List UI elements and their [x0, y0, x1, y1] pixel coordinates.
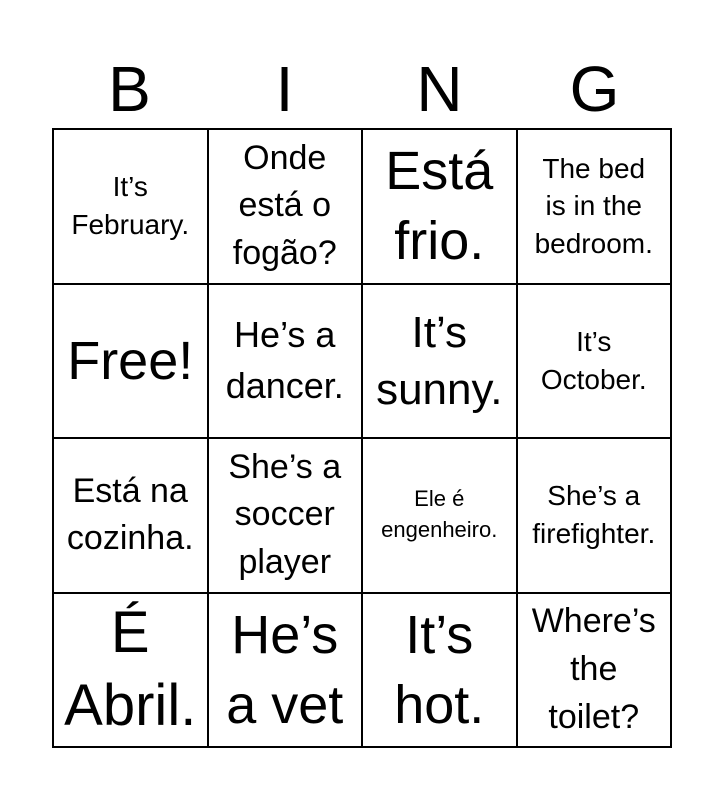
bingo-cell[interactable] [54, 130, 209, 285]
bingo-cell[interactable] [518, 439, 673, 594]
header-letter-n: N [416, 53, 463, 125]
cell-text: She’s a firefighter. [532, 480, 656, 550]
bingo-cell[interactable] [518, 130, 673, 285]
cell-text: Free! [67, 330, 194, 391]
cell-text: He’s a vet [226, 604, 344, 735]
bingo-cell[interactable] [209, 439, 364, 594]
bingo-cell[interactable] [363, 439, 518, 594]
cell-text: It’s hot. [394, 604, 485, 735]
bingo-cell[interactable] [518, 594, 673, 749]
bingo-cell[interactable] [363, 594, 518, 749]
bingo-cell[interactable] [54, 439, 209, 594]
cell-text: The bed is in the bedroom. [534, 152, 653, 260]
bingo-header [52, 50, 672, 128]
bingo-cell[interactable] [209, 130, 364, 285]
cell-text: Where’s the toilet? [531, 602, 656, 736]
header-letter-i: I [275, 53, 294, 125]
cell-text: É Abril. [64, 600, 197, 738]
bingo-free-cell[interactable] [54, 285, 209, 440]
cell-text: Ele é engenheiro. [381, 486, 498, 543]
bingo-cell[interactable] [363, 285, 518, 440]
bingo-cell[interactable] [209, 285, 364, 440]
header-letter-b: B [108, 53, 151, 125]
cell-text: It’s sunny. [376, 307, 503, 414]
cell-text: She’s a soccer player [228, 447, 342, 582]
bingo-cell[interactable] [54, 594, 209, 749]
cell-text: He’s a dancer. [225, 314, 344, 406]
cell-text: It’s February. [71, 171, 190, 241]
cell-text: It’s October. [540, 325, 647, 395]
cell-text: Está na cozinha. [66, 471, 194, 558]
bingo-cell[interactable] [363, 130, 518, 285]
bingo-board [52, 128, 672, 748]
bingo-cell[interactable] [209, 594, 364, 749]
header-letter-g: G [569, 53, 620, 125]
cell-text: Está frio. [385, 141, 494, 272]
cell-text: Onde está o fogão? [232, 138, 337, 273]
bingo-cell[interactable] [518, 285, 673, 440]
